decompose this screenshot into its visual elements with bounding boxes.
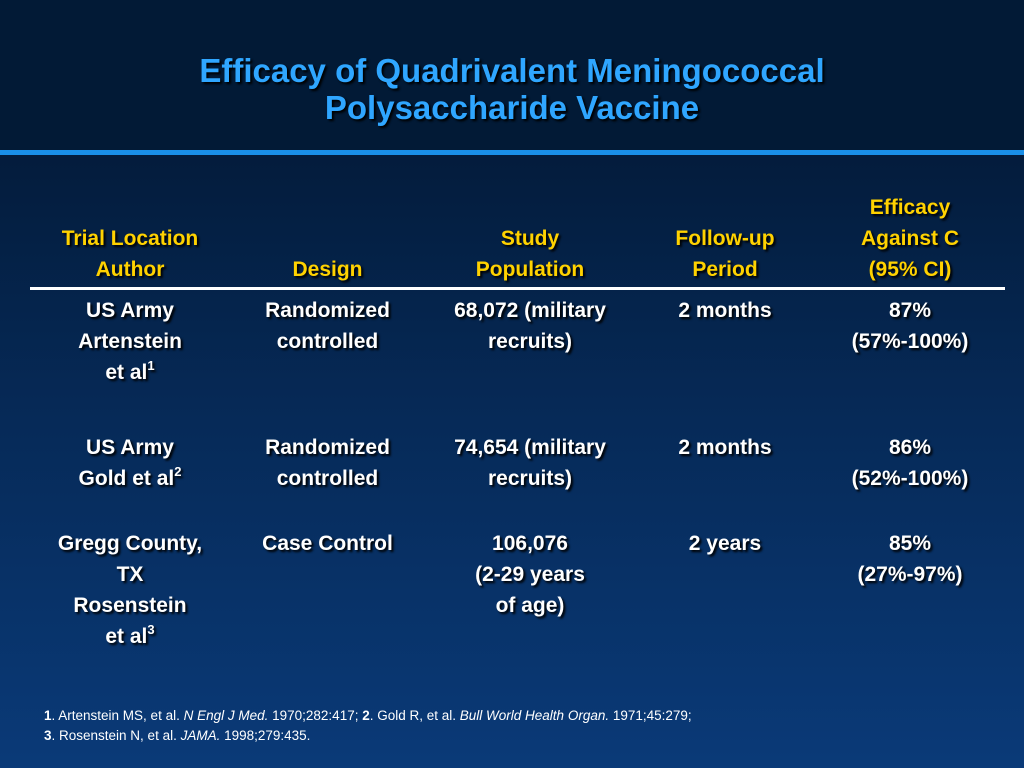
cell-line: 86% xyxy=(888,436,932,459)
title-divider xyxy=(0,150,1024,155)
row-3-design xyxy=(240,528,415,559)
cell-line: Rosenstein xyxy=(73,594,187,617)
references xyxy=(44,706,994,746)
slide-title-line-2: Polysaccharide Vaccine xyxy=(324,89,700,126)
references-line-2 xyxy=(44,726,994,746)
cell-line: 2 months xyxy=(678,299,772,322)
cell-line: 106,076 xyxy=(492,532,568,555)
cell-text: Gold et al xyxy=(78,467,175,490)
reference-details: 1971;45:279; xyxy=(609,708,692,723)
reference-marker: 1 xyxy=(147,358,155,373)
cell-line: TX xyxy=(116,563,144,586)
cell-text: et al xyxy=(105,625,148,648)
cell-line: Case Control xyxy=(262,532,393,555)
reference-journal: N Engl J Med. xyxy=(183,708,269,723)
row-3-trial xyxy=(30,528,230,652)
row-2-population xyxy=(425,432,635,494)
cell-line: 85% xyxy=(888,532,932,555)
cell-line: 2 months xyxy=(678,436,772,459)
row-3-population xyxy=(425,528,635,621)
row-1-efficacy xyxy=(815,295,1005,357)
reference-details: 1998;279:435. xyxy=(220,728,311,743)
cell-line-with-ref xyxy=(30,463,230,494)
cell-line: Randomized xyxy=(265,299,390,322)
cell-line: 87% xyxy=(888,299,932,322)
reference-number: 3 xyxy=(44,728,52,743)
reference-text: . Rosenstein N, et al. xyxy=(51,728,181,743)
header-efficacy-line: Against C xyxy=(860,227,959,250)
row-2-efficacy xyxy=(815,432,1005,494)
cell-line: controlled xyxy=(276,467,379,490)
cell-line: Randomized xyxy=(265,436,390,459)
header-population xyxy=(425,223,635,285)
cell-line: 74,654 (military xyxy=(454,436,606,459)
reference-details: 1970;282:417; xyxy=(268,708,363,723)
header-divider xyxy=(30,287,1005,290)
header-design-line: Design xyxy=(292,258,363,281)
reference-marker: 2 xyxy=(174,464,182,479)
reference-marker: 3 xyxy=(147,622,155,637)
slide-title-line-1: Efficacy of Quadrivalent Meningococcal xyxy=(199,52,825,89)
row-2-design xyxy=(240,432,415,494)
cell-line: (27%-97%) xyxy=(857,563,963,586)
reference-number: 2 xyxy=(362,708,370,723)
cell-line: recruits) xyxy=(487,330,573,353)
header-trial xyxy=(30,223,230,285)
header-efficacy-line: Efficacy xyxy=(869,196,951,219)
cell-line: 68,072 (military xyxy=(454,299,606,322)
cell-line: (57%-100%) xyxy=(851,330,969,353)
header-population-line: Population xyxy=(475,258,585,281)
header-followup-line: Follow-up xyxy=(675,227,775,250)
header-trial-line: Author xyxy=(95,258,165,281)
reference-number: 1 xyxy=(44,708,52,723)
reference-text: . Gold R, et al. xyxy=(369,708,460,723)
header-trial-line: Trial Location xyxy=(61,227,199,250)
row-2-trial xyxy=(30,432,230,494)
cell-line-with-ref xyxy=(30,357,230,388)
header-followup xyxy=(645,223,805,285)
header-followup-line: Period xyxy=(692,258,758,281)
cell-line: controlled xyxy=(276,330,379,353)
cell-text: et al xyxy=(105,361,148,384)
references-line-1 xyxy=(44,706,994,726)
row-1-design xyxy=(240,295,415,357)
cell-line: US Army xyxy=(86,299,174,322)
reference-journal: JAMA. xyxy=(180,728,221,743)
row-3-followup xyxy=(645,528,805,559)
cell-line: (52%-100%) xyxy=(851,467,969,490)
row-3-efficacy xyxy=(815,528,1005,590)
row-1-trial xyxy=(30,295,230,388)
header-efficacy-line: (95% CI) xyxy=(868,258,952,281)
row-1-population xyxy=(425,295,635,357)
cell-line-with-ref xyxy=(30,621,230,652)
cell-line: Artenstein xyxy=(78,330,182,353)
cell-line: Gregg County, xyxy=(57,532,203,555)
row-2-followup xyxy=(645,432,805,463)
reference-journal: Bull World Health Organ. xyxy=(459,708,610,723)
reference-text: . Artenstein MS, et al. xyxy=(51,708,184,723)
slide-title xyxy=(0,52,1024,126)
cell-line: US Army xyxy=(86,436,174,459)
cell-line: of age) xyxy=(495,594,565,617)
cell-line: recruits) xyxy=(487,467,573,490)
cell-line: (2-29 years xyxy=(475,563,585,586)
header-design xyxy=(240,254,415,285)
row-1-followup xyxy=(645,295,805,326)
cell-line: 2 years xyxy=(688,532,762,555)
header-efficacy xyxy=(815,192,1005,285)
header-population-line: Study xyxy=(500,227,560,250)
